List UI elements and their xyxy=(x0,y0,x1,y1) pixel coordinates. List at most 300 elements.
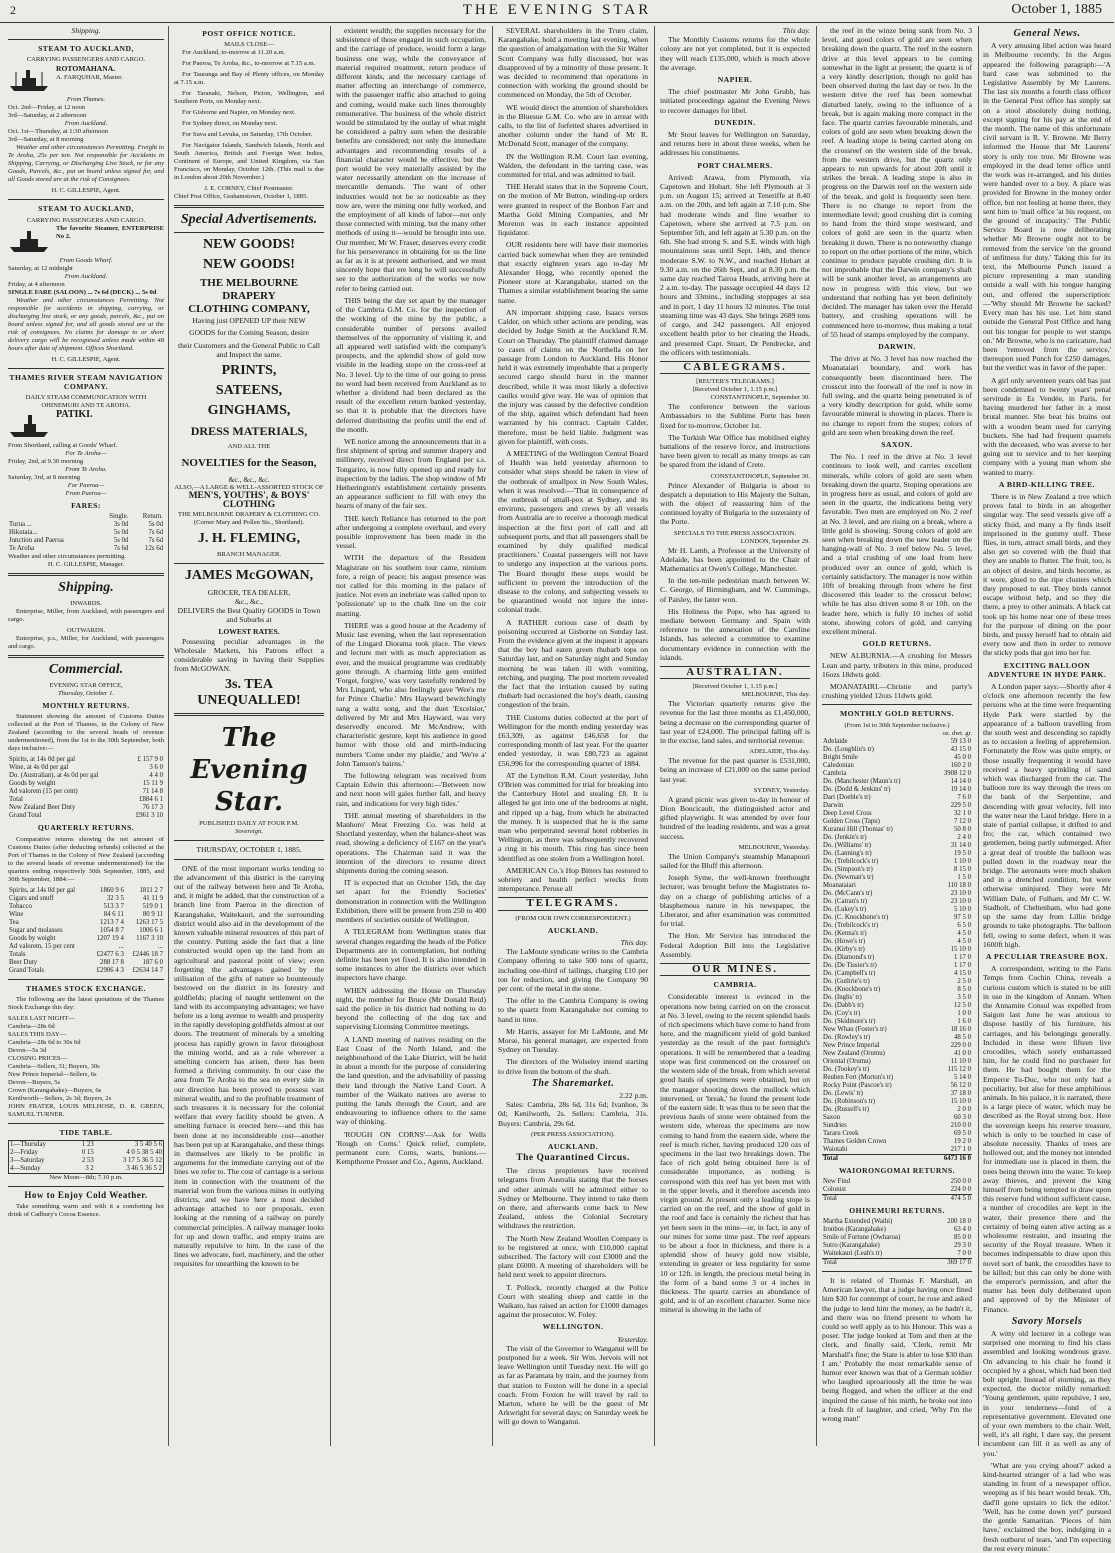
gold-mine-name: Deep Level Cross xyxy=(823,809,872,817)
table-row xyxy=(822,1146,972,1154)
quarterly-returns-table xyxy=(8,887,164,975)
gold-yield: 217 1 0 xyxy=(950,1145,971,1153)
table-row xyxy=(822,1130,972,1138)
ship1-line: Oct. 1st—Thursday, at 1:30 afternoon xyxy=(8,128,108,136)
gold-mine-name: Do. (Rowley's tr) xyxy=(823,1033,871,1041)
customs-text: The Monthly Customs returns for the whole colony are not yet completed, but it is expected they will reach £135,000, which is much above the average. xyxy=(660,35,810,72)
table-row xyxy=(822,906,972,914)
gold-mine-name: Do. (Newman's tr) xyxy=(823,873,874,881)
outwards-text: Enterprise, p.s., Miller, for Auckland, with passengers and cargo. xyxy=(8,635,164,651)
sharemarket-text: Sales: Cambria, 28s 6d, 31s 6d; Ivanhoe, 3s 0d; Kenilworth, 2s. Sellers: Cambria, 31s. Buyers: Cambria, 29s 6d. xyxy=(498,1100,648,1128)
motto: Sovereign. xyxy=(235,828,263,836)
ohinemuri-heading: OHINEMURI RETURNS. xyxy=(849,1205,945,1215)
commercial-heading: Commercial. xyxy=(48,662,124,678)
table-row: 1—Thursday 1 23 3 5 40 5 6 xyxy=(10,1141,162,1149)
table-row: Hikutaia... 5s 0d 7s 6d xyxy=(9,529,163,537)
anecdote-text: It is related of Thomas F. Marshall, an American lawyer, that a judge having once fined him $30 for contempt of court, he rose and asked the judge to lend him the money, as he hadn't it, and there was no friend present to whom he could so well apply as to his Honour. This was a poser. The judge looked at Tom and then at the clerk, and finally said, 'Clerk, remit Mr Marshall's fine; the State is abler to lose $30 than I am.' Probably the most remarkable sense of humor ever known was that of a German soldier who laughed uproariously all the time he was being flogged, and when the officer at the end inquired the cause of his mirth, he broke out into a fresh fit of laughter, and cried, 'Why I'm the wrong man!' xyxy=(822,1276,972,1424)
monthly-returns-table xyxy=(8,756,164,820)
table-row xyxy=(822,946,972,954)
delivers: DELIVERS the Best Quality GOODS in Town and Suburbs at xyxy=(177,606,321,625)
gold-mine-name: Do. (Lewis' tr) xyxy=(823,1089,863,1097)
gold-yield: 1 0 0 xyxy=(957,1009,971,1017)
news-text: There is in New Zealand a tree which proves fatal to birds in an altogether singular way. The seed vessels give off a sticky fluid, and many a fly finds itself imprisoned in the gummy stuff. These flies, in turn, attract small birds, and they also get so covered with the fluid that they are unable to flutter. The fruit, too, is an object of desire, and birds become, as it were, glued to the ripe clusters which they proposed to eat. They birds cannot escape without help, and so they die there, a prey to other animals. A black cat took up his home near one of these trees for the purpose of dining on the poor birds, and pussy herself had to obtain aid every now and then in order to remove the sticky pods that got into her fur. xyxy=(983,491,1111,658)
table-row: Beer Duty 288 17 8 187 6 0 xyxy=(9,958,163,966)
article-paragraph: THERE was a good house at the Academy of Music last evening, when the last representation of the Lingard Diorama took place. The views and lecture met with as much appreciation as ever, and the musical programme was creditably gone through. A charming little gem entitled 'Forget, forgive,' was very tastefully rendered by Mrs Lingard, who also feelingly gave 'Wee's me for Prince Charlie.' Mrs Hayward bewitchingly sang a waltz song, and the duet 'Excelsior,' delivered by Mr and Mrs Hayward, was very deservedly encored. Mr McAndrew, with characteristic gesture, kept his audience in good humor with those old and mirth-inducing numbers 'Come under my plaidie,' and 'We're a' John Tamson's bairns.' xyxy=(336,620,486,768)
lowest-rates: LOWEST RATES. xyxy=(218,627,280,637)
gold-yield: 2 5 0 xyxy=(957,977,971,985)
article-paragraph: SEVERAL shareholders in the Truro claim, Karangahake, hold a meeting last evening, when the question of amalgamation with the Sir Walter Scott Company was fully discussed, but was disapproved of by a minority of those present. It was decided to recommend that operations in connection with working the ground should be commenced on Monday, the 5th of October. xyxy=(498,26,648,100)
gold-mine-name: Cambria xyxy=(823,769,847,777)
exchange-sign: JOHN FRATER, LOUIS MELHOSE, D. R. GREEN, SAMUEL TURNER. xyxy=(8,1102,164,1118)
quarterly-returns-text: Comparative returns showing the net amount of Customs Duties (after deducting refunds) collected at the Port of Thames in the Colony of New Zealand (according to the several heads of revenue undermentioned) for the quarters ending respectively 30th September, 1885, and 30th September, 1884:— xyxy=(8,835,164,883)
table-row xyxy=(822,802,972,810)
table-row xyxy=(822,842,972,850)
table-row xyxy=(822,762,972,770)
ship2-note: Weather and other circumstances Permitting. Not responsible for accidents in shipping, carrying, or discharging live stock, or any goods, parcels, &c., put on board unless signed for, and all goods stored are at the risk of consignees. No claims for damage to or short delivery cargo will be recognised unless made within 48 hours after date of shipment. Offices Shortland. xyxy=(8,296,164,352)
fares-heading: FARES: xyxy=(71,501,101,511)
table-row: New Find 250 0 0 xyxy=(823,1177,971,1185)
table-row: Tobacco 513 3 7 519 0 1 xyxy=(9,902,163,910)
table-row xyxy=(822,858,972,866)
divider xyxy=(174,840,324,841)
napier-text: The chief postmaster Mr John Grubb, has initiated proceedings against the Evening News to recover damages for libel. xyxy=(660,87,810,115)
port-chalmers-heading: PORT CHALMERS. xyxy=(697,160,773,170)
ship2-fares: SINGLE FARE (SALOON) ... 7s 6d (DECK) ... 5s 0d xyxy=(8,288,157,296)
shipping-heading: Shipping. xyxy=(71,26,101,35)
leader-article: ONE of the most important works tending to the advancement of this district is the carrying out of the railway between here and Te Aroha, and, it might be added, that the construction of a branch line from Paeroa in the direction of Karangahake, Waitekauri, and the surrounding district would also aid in the development of the known valuable mineral resources of this part of the country. Putting aside the fact that a line constructed would open up the land from an agricultural and pastoral point of view; even forgetting the advantages gained by the utilisation of the gifts of nature so bounteously bestowed on the district in its forestry and goldfields; placing of naught settlement on the land with its accompanying advantages; we have before us a long avenue to wealth and prosperity in the rapidly developing goldfields almost at our doors. The treatment of minerals by a smelting process has rapidly grown in favor throughout the mining world, and as a rule wherever a smelting concern has arisen, there has been formed a thriving community. In our case the area from Te Aroha to the sea on every side in our direction has been proved to possess vast mineral wealth, and to the profitable treatment of such treasures it is necessary for the colonial welfare that every facility should be given. A smelting furnace is erected here—and this has been done at no inconsiderable cost—another has been put up at Karangahake, and these things in themselves are likely to be prolific in arguments for the immediate carrying out of the lines we refer to. The cost of carriage is a serious item in connection with the treatment of the material won from the various mines in outlying districts, and we have here a most decided advantage attached to our proposals, even looking at the running of a railway on purely commercial principles. A railway manager looks for up and down traffic, and empty trains are naturally repulsive to him. In the case of the lines we advocate, fuel, machinery, and the other requisites for unearthing the known to be xyxy=(174,863,324,1269)
ship1-from: From Thames. xyxy=(66,96,106,104)
table-row xyxy=(822,970,972,978)
new-goods-1: NEW GOODS! xyxy=(203,237,295,253)
steamship-icon xyxy=(8,412,52,440)
table-row xyxy=(822,1002,972,1010)
table-row xyxy=(822,882,972,890)
table-row xyxy=(822,1034,972,1042)
post-office-sub: MAILS CLOSE— xyxy=(224,41,274,49)
cambria-heading: CAMBRIA. xyxy=(713,980,757,990)
monthly-returns-heading: MONTHLY RETURNS. xyxy=(42,701,130,711)
post-line: For Gisborne and Napier, on Monday next. xyxy=(182,109,296,117)
gold-mine-name: Do. (Tookey's tr) xyxy=(823,1065,870,1073)
table-row xyxy=(822,1010,972,1018)
article-paragraph: A LAND meeting of natives residing on the East Coast of the North Island, and the neighbourhood of the Lake District, will be held in about a month for the purpose of considering the land question, and the advisability of passing their land through the Native Land Court. A number of the Waikato natives are averse to putting the lands through the Court, and are endeavouring to influence others to the same way of thinking. xyxy=(336,1034,486,1127)
adel-date: ADELAIDE, This day. xyxy=(749,748,810,756)
exchange-line: Kenilworth—Sellers, 2s 3d; Buyers, 2s xyxy=(8,1094,112,1102)
gold-mine-name: Do. (Simpson's tr) xyxy=(823,865,873,873)
column-6 xyxy=(816,26,977,1446)
article-paragraph: IT is expected that on October 15th, the day set apart for the Friendly Societies' demonstration in connection with the Wellington Exhibition, there will be present from 250 to 400 members of societies outside of Wellington. xyxy=(336,878,486,925)
cocoa-ad-text: Take something warm and with it a comforting hot drink of Cadbury's Cocoa Essence. xyxy=(8,1203,164,1219)
etc: &c., &c., &c. xyxy=(228,475,270,485)
gold-yield: 1 17 0 xyxy=(954,953,971,961)
table-row xyxy=(822,954,972,962)
ship3-line: From Paeroa— xyxy=(65,490,107,498)
divider xyxy=(174,859,324,860)
fares-note: Weather and other circumstances permitting. xyxy=(8,553,126,561)
paper-title: The Evening Star. xyxy=(190,723,308,818)
tea-unequalled: 3s. TEA UNEQUALLED! xyxy=(197,677,301,709)
melb2-date: MELBOURNE, Yesterday. xyxy=(738,843,810,851)
table-row: Total 474 5 0 xyxy=(823,1194,971,1202)
table-row xyxy=(822,890,972,898)
gold-mine-name: New Whau (Foster's tr) xyxy=(823,1025,887,1033)
table-row: Colonist 224 0 0 xyxy=(823,1185,971,1193)
divider xyxy=(8,368,164,369)
and-all-the: AND ALL THE xyxy=(227,443,271,451)
news-text: A correspondent, writing to the Paris Temps from Cochin China, reveals a curious custom which is stated to be still in use in the kingdom of Annam. When the Annamite Consul was expelled from Saigon last June he was anxious to dispose hastily of his furniture, his carriages, and his belongings generally. Included in these were fifteen live crocodiles, which sorely embarrassed him, for he could find no purchaser for them. He had bought them for the Emperor Tu-Duc, who not only had a peculiarity, but also for these amphibious animals. In his palace, it is narrated, there is a large piece of water, which may be described as the Royal strong box. Here the sovereign keeps his reserve treasure, which is only to be touched in case of absolute necessity. Thanks of trees are hollowed out, and the money not intended for immediate use is placed in them, the trees being thrown into the water. To keep away thieves, and prevent the king himself from being tempted to draw upon this reserve fund without sufficient cause, a number of crocodiles are kept in the water, their presence there and the certainty of being eaten alive acting as a wholesome restraint, and insuring the security of the Royal treasure. When it becomes indispensable to draw upon this novel sort of bank, the crocodiles have to be killed; but this can only be done with the emperor's permission, and after the matter has been duly deliberated upon and approved of by the Minister of Finance. xyxy=(983,964,1112,1314)
table-row xyxy=(822,826,972,834)
gold-mine-name: Do. (McCann's tr) xyxy=(823,889,873,897)
table-row xyxy=(822,922,972,930)
gold-mine-name: Do. (Loughlin's tr) xyxy=(823,745,874,753)
steamer-ad xyxy=(8,64,164,96)
exchange-line: Cambria—Sellers, 31; Buyers, 30s xyxy=(8,1062,100,1070)
gold-mine-name: Rocky Point (Pascoe's tr) xyxy=(823,1081,892,1089)
gold-mine-name: Caledonian xyxy=(823,761,854,769)
gold-yield: 8 5 0 xyxy=(957,985,971,993)
gold-yield: 5 10 0 xyxy=(954,905,971,913)
table-row xyxy=(822,794,972,802)
gold-yield: 41 0 0 xyxy=(954,1049,971,1057)
ship3-line: From Te Aroha. xyxy=(65,466,107,474)
port-text: Arrived: Arawa, from Plymouth, via Capetown and Hobart. She left Plymouth at 3 p.m. on August 15; arrived at Teneriffe at 8.40 a.m. on the 20th, and left again at 7.10 p.m. She had moderate winds and fine weather to Capetown, where she arrived at 7.5 p.m. on September 5th, and left again at 5.30 p.m. on the 6th. She had strong S. and S.E. winds with high mountainous seas until Sept. 14th, and thence moderate S.W. to N.W., and reached Hobart at 9.30 a.m. on the 26th Sept, and at 8.30 p.m. the same day reached Tairoa Heads, arriving here at 2 a.m. to-day. The passage occupied 44 days 12 hours and 33mins., including stoppages at sea and in port, 1 day 11 hours 32 minutes. The total steaming time was 43 days. She brings 2689 tons of cargo, and 242 passengers. All enjoyed excellent health prior to her clearing the Heads, and presented Capt. Stuart, Dr Pendrecke, and the officers with testimonials. xyxy=(660,172,810,357)
table-row: Sugar and molasses 1054 8 7 1006 6 1 xyxy=(9,926,163,934)
gold-yield: 4 15 0 xyxy=(954,969,971,977)
gold-yield: 210 0 0 xyxy=(950,1121,971,1129)
const-date: CONSTANTINOPLE, September 30. xyxy=(710,472,810,480)
table-row xyxy=(822,930,972,938)
steamship-icon xyxy=(8,66,52,94)
gold-yield: 31 14 0 xyxy=(950,841,971,849)
gold-yield: 32 1 0 xyxy=(954,809,971,817)
sharemarket-time: 2.22 p.m. xyxy=(619,1090,648,1100)
savory-heading: Savory Morsels xyxy=(1011,1315,1083,1327)
dress-materials: DRESS MATERIALS, xyxy=(190,424,308,439)
gold-mine-name: Do. (Campbell's tr) xyxy=(823,969,876,977)
article-paragraph: THIS being the day set apart by the manager of the Cambria G.M. Co. for the inspection of the working of the mine by the public, a considerable number of persons availed themselves of the opportunity of visiting it, and all appeared well satisfied with the company's prospects, and the splendid show of gold now visible in the leading stope on the cross-reef at No. 3 level. Up to the time of our going to press no word had been received from Auckland as to whether a dividend had been declared as the result of the excellent return banked yesterday, so that it is probable that the directors have deferred distributing the profits until the end of the month. xyxy=(336,295,486,434)
mines-text: the reef in the winze being sunk from No. 3 level, and good colors of gold are seen when breaking down the quartz. The reef in the eastern drive at this level appears to be coming somewhat in the light at present; the quartz is of a very kindly description, though no gold has been observed during the last day or two. In the western drive the reef has been somewhat disturbed lately, owing to the influence of a break, but is again making more compact in the face. The quartz carries favourable minerals, and colors of gold are seen when breaking down the reef. A leading stope is being carried along on the crossreef on the western side of the break, from the western drive, but the quartz only appears to run upwards for about 20ft until it strikes the break. A leading stope is also in progress on the Darwin reef on the western side of the break, and gold is frequently seen here. There is no change to report from the intermediate level; good crushing dirt is coming to hand from the third stope westward, and colors of gold are seen in the quartz when breaking it down. There is no noteworthy change to report on the other portions of the mine, which continue to produce payable crushing dirt. It is not improbable that the Darwin company's shaft will be sunk another level, as arrangements are now in progress with this view, but we understand that nothing has yet been definitely decided. The manager has taken over the Herald battery, and crushing operations will be commenced here to-morrow, thus making a total of 55 head of stamps employed by the company. xyxy=(822,26,972,339)
gold-yield: 50 8 0 xyxy=(954,825,971,833)
ship2-agent: H. C. GILLESPIE, Agent. xyxy=(51,355,121,363)
this-day: This day. xyxy=(782,26,810,35)
gold-yield: 18 16 0 xyxy=(950,1025,971,1033)
gold-yield: 60 3 0 xyxy=(954,1113,971,1121)
gold-mine-name: Do. (Inglis' tr) xyxy=(823,993,862,1001)
published: PUBLISHED DAILY AT FOUR P.M. xyxy=(199,820,299,828)
gold-yield: 43 15 0 xyxy=(950,745,971,753)
table-row: Junction and Paeroa 5s 0d 7s 6d xyxy=(9,537,163,545)
gold-yield: 14 14 0 xyxy=(950,777,971,785)
table-row: Tea 1213 7 4 1263 17 5 xyxy=(9,918,163,926)
gold-yield: 3 5 0 xyxy=(957,993,971,1001)
gold-mine-name: Do. (Skidmore's tr) xyxy=(823,1017,876,1025)
saxon-text: The No. 1 reef in the drive at No. 3 level continues to look well, and carries excellent minerals, while colors of gold are seen when breaking down the quartz. Stoping operations are in progress here as usual, and colors of gold are seen in the quartz, the indications being very favorable. Two men are employed on No. 2 reef at No. 3 level, and are rising on a break, where a little gold is showing. Strong colors of gold are seen when breaking down the new leader on the hanging-wall of No. 3 reef below No. 5 level, and a trial crushing of one load from here produced over an ounce of gold, which is certainly satisfactory. The manager is now within 10ft of breaking through from where he first discovered this leader to the crosscut below; while he has also driven some 8 or 10ft. on the leader here, which is fully 10 inches of solid stone, showing colors of gold, and carrying excellent mineral. xyxy=(822,452,972,636)
gold-yield: 110 18 0 xyxy=(947,881,971,889)
cable-text: The Hon. Mr Service has introduced the Federal Adoption Bill into the Legislative Assembly. xyxy=(660,931,810,959)
gold-mine-name: Bright Smile xyxy=(823,753,858,761)
possessing: Possessing peculiar advantages in the Wholesale Markets, his Patrons effect a considerable saving in having their Supplies from McGOWAN. xyxy=(174,636,324,674)
gold-yield: 7 6 0 xyxy=(957,793,971,801)
post-line: For Paeroa, Te Aroha, &c., to-morrow at 7.15 a.m. xyxy=(182,60,316,68)
telegram-paragraph: The offer to the Cambria Company is owing to the quartz from Karangahake not coming to hand in time. xyxy=(498,996,648,1024)
monthly-returns-text: Statement showing the amount of Customs Duties collected at the Port of Thames, in the Colony of New Zealand (according to the several heads of revenue undermentioned), from the 1st to the 30th September, both days inclusive:— xyxy=(8,713,164,753)
post-line: For Sydney direct, on Monday next. xyxy=(182,120,278,128)
exchange-line: SALES THIS DAY— xyxy=(8,1030,67,1038)
table-row xyxy=(822,754,972,762)
steamship-icon xyxy=(8,227,52,255)
news-text: 'What are you crying about?' asked a kind-hearted stranger of a lad who was standing in front of a newspaper office, weeping as if his heart would break. 'Oh, dad'll gone upstairs to lick the editor.' 'Well, has he come down yet?' pursued the gentle Samaritan. 'Pieces of him have,' exclaimed the boy, indulging in a fresh outburst of tears, 'and I'm expecting the rest every minute.' xyxy=(983,1460,1111,1553)
bird-tree-heading: A BIRD-KILLING TREE. xyxy=(998,479,1096,489)
article-paragraph: THE ketch Reliance has returned to the port after undergoing a complete overhaul, and every possible improvement has been made in the vessel. xyxy=(336,513,486,551)
ohinemuri-table xyxy=(822,1218,972,1267)
yesterday: Yesterday. xyxy=(617,1334,648,1344)
table-row xyxy=(822,914,972,922)
thames-title: THAMES RIVER STEAM NAVIGATION COMPANY. xyxy=(9,372,163,391)
gold-returns-heading: GOLD RETURNS. xyxy=(862,639,932,649)
gold-yield: 19 14 0 xyxy=(950,785,971,793)
thames-sub: DAILY STEAM COMMUNICATION WITH OHINEMURI AND TE AROHA. xyxy=(25,394,147,410)
melbourne-open: Having just OPENED UP their NEW xyxy=(192,316,306,326)
fleming: J. H. FLEMING, xyxy=(197,530,301,546)
ship2-line: Friday, at 4 afternoon xyxy=(8,280,65,288)
table-row: Spirits, at 14s 0d per gal 1860 9 6 1811 2 7 xyxy=(9,886,163,894)
special-ads-heading: Special Advertisements. xyxy=(180,212,318,228)
auckland-steam-sub: CARRYING PASSENGERS AND CARGO. xyxy=(26,56,146,64)
article-paragraph: THE annual meeting of shareholders in the Manhoro' Meat Freezing Co. was held at Shortland yesterday, when the balance-sheet was read, showing a deficiency of £167 on the year's operations. The Chairman said it was the intention of the directors to resume direct shipments during the coming season. xyxy=(336,810,486,876)
ship3-line: Friday, 2nd, at 9.30 morning xyxy=(8,458,84,466)
divider xyxy=(174,232,324,233)
ship1-line: Oct. 2nd—Friday, at 12 noon xyxy=(8,104,86,112)
page-number: 2 xyxy=(10,3,16,17)
table-row: New Zealand Beer Duty 76 17 3 xyxy=(9,804,163,812)
table-row: Ironbos (Karangahake) 63 4 0 xyxy=(823,1226,971,1234)
fares-table xyxy=(8,513,164,553)
gold-mine-name: Do. (Lanning's tr) xyxy=(823,849,872,857)
column-2 xyxy=(168,26,329,1446)
gold-yield: 4 5 0 xyxy=(957,937,971,945)
telegram-paragraph: The directors of the Wolseley intend starting to drive from the bottom of the shaft. xyxy=(498,1057,648,1076)
exchange-line: Devon—5s 3d xyxy=(8,1046,47,1054)
table-row xyxy=(822,1106,972,1114)
table-row xyxy=(822,898,972,906)
auckland-steam-title: STEAM TO AUCKLAND, xyxy=(38,44,134,54)
mcgowan: JAMES McGOWAN, xyxy=(184,567,314,583)
melbourne-goods: GOODS for the Coming Season, desire xyxy=(189,328,309,338)
table-row xyxy=(822,834,972,842)
cable-text: Mr H. Lamb, a Professor at the University of Adelaide, has been appointed to the Chair of Mathematics at Owen's College, Manchester. xyxy=(660,545,810,573)
article-paragraph: AN important shipping case, Isaacs versus Calder, on which other actions are pending, was decided by Judge Smith at the Auckland R.M. Court on Thursday. The plaintiff claimed damage to cases of claims on the Northella on her passage from London to Auckland. His Honor held it was extremely improbable that a properly secured cargo should burst in the manner described, while it was most likely a defective caulks would give way. He was of opinion that the injury was caused by the defective condition of the ship, against which defendant had been warranted by his contract. Captain Calder, therefore, must be held liable. Judgment was given for plaintiff, with costs. xyxy=(498,307,648,446)
article-paragraph: A TELEGRAM from Wellington states that several changes regarding the heads of the Police Departments are in contemplation, but nothing definite has been yet fixed. It is also intended in some instances to alter the districts over which inspectors have charge. xyxy=(336,927,486,983)
ship2-text: The favorite Steamer, ENTERPRISE No 2. xyxy=(56,224,164,240)
telegrams-heading: TELEGRAMS. xyxy=(498,897,648,910)
table-row: Sutro (Karangahake) 29 3 0 xyxy=(823,1242,971,1250)
gold-mine-name: Dart (Doeble's tr) xyxy=(823,793,871,801)
table-row xyxy=(822,1058,972,1066)
wellington-heading: WELLINGTON. xyxy=(542,1322,604,1332)
darwin-text: The drive at No. 3 level has now reached the Moanataiari boundary, and work has consequently been discontinued here. The crosscut into the footwall of the reef is now in full swing, and the quartz being penetrated is of a very kindly description for gold, while some favourable mineral is showing in places. There is no change to report from the stopes; colors of gold are seen when breaking down the reef. xyxy=(822,354,972,437)
post-office: Chief Post Office, Grahamstown, October 1, 1885. xyxy=(174,193,308,201)
table-row: Wine, at 4s 0d per gal 3 6 0 xyxy=(9,764,163,772)
general-news-heading: General News. xyxy=(1013,28,1081,39)
cable-text: The conference between the various Ambassadors to the Sublime Porte has been fixed for to-morrow, October 1st. xyxy=(660,402,810,430)
table-row: Total 369 17 0 xyxy=(823,1259,971,1267)
gold-mine-name: Darwin xyxy=(823,801,844,809)
ship3-line: From Shortland, calling at Goods' Wharf. xyxy=(8,442,118,450)
novelties: NOVELTIES for the Season, xyxy=(181,457,317,470)
ginghams: GINGHAMS, xyxy=(207,403,291,419)
news-text: A witty old lecturer in a college was surprised one morning to find his class assembled and looking wondrous grave. On advancing to his chair he found it occupied by a ghost, which had been tied bolt upright. Instead of storming, as they expected, the doctor mildly remarked: 'Young gentlemen, quite repulsive, I see, in your tenderness—fond of a representative government. Elevated one of your own members to the chair. Well, well, it's all right, I dare say, the present incumbent can fill it as well as any of you.' xyxy=(983,1329,1111,1458)
gold-mine-name: Do. (C. Knockbone's tr) xyxy=(823,913,889,921)
table-row xyxy=(822,738,972,746)
table-row: 3—Saturday 2 53 3 17 5 36 5 12 xyxy=(10,1157,162,1165)
auckland2-title: STEAM TO AUCKLAND, xyxy=(38,204,134,214)
office-date: Thursday, October 1. xyxy=(57,690,115,698)
ship3-name: PATIKI. xyxy=(56,409,93,421)
table-row: Grand Totals £2906 4 3 £2634 14 7 xyxy=(9,966,163,974)
masthead-date: October 1, 1885 xyxy=(1011,2,1102,17)
melb-date: MELBOURNE, This day. xyxy=(741,691,810,699)
article-paragraph: WE notice among the announcements that in a first shipment of spring and summer drapery and millinery, received direct from England per s.s. Tongariro, is now fully opened up and ready for inspection by the ladies. The shop window of Mr Hetherington's establishment certainly presents an appearance sufficient to fill with envy the hearts of many of the fair sex. xyxy=(336,436,486,511)
gold-yield: 69 5 0 xyxy=(954,1129,971,1137)
gold-mine-name: Do. (Manchester (Mann's tr) xyxy=(823,777,901,785)
table-row: Te Aroha 7s 6d 12s 6d xyxy=(9,545,163,553)
gold-mine-name: Adelaide xyxy=(823,737,848,745)
cable-text: The Turkish War Office has mobilised eighty battalions of the reserve force, and instructions have been given to recall as many troops as can be spared from the island of Crete. xyxy=(660,432,810,470)
ship1-line: From Auckland. xyxy=(64,120,108,128)
ship1-name: ROTOMAHANA. xyxy=(56,64,116,74)
gold-mine-name: Do. (Robinson's tr) xyxy=(823,1097,876,1105)
table-row xyxy=(822,866,972,874)
branch-manager: BRANCH MANAGER. xyxy=(216,550,282,558)
gold-yield: 5 14 0 xyxy=(954,1073,971,1081)
treasure-heading: A PECULIAR TREASURE BOX. xyxy=(986,951,1108,961)
table-row: Ad valorem (15 per cent) 71 14 8 xyxy=(9,788,163,796)
gold-mine-name: Do. (Williams' tr) xyxy=(823,841,871,849)
gold-mine-name: Waiotahi xyxy=(823,1145,848,1153)
gold-mine-name: Reuben Fort (Morton's tr) xyxy=(823,1073,894,1081)
gold-yield: 12 5 0 xyxy=(954,1001,971,1009)
gold-mine-name: Do. (Trebilcock's tr) xyxy=(823,857,879,865)
waiorongomai-table xyxy=(822,1178,972,1203)
table-row: Goods by weight 1207 19 4 1167 3 10 xyxy=(9,934,163,942)
table-row: Waitekauri (Leah's tr) 7 0 0 xyxy=(823,1250,971,1258)
gold-mine-name: Do. (Dodd & Jenkins' tr) xyxy=(823,785,891,793)
ship1-master: A. FARQUHAR, Master. xyxy=(56,73,123,81)
table-row xyxy=(822,818,972,826)
gold-mine-name: Moanataiari xyxy=(823,881,856,889)
cable-text: Joseph Syme, the well-known freethought lecturer, was brought before the Magistrates to-day on a charge of publishing articles of a blasphemous nature in his newspaper, the Liberator, and after examination was committed for trial. xyxy=(660,873,810,929)
gold-yield: 15 10 0 xyxy=(950,1097,971,1105)
gold-mine-name: Do. (Kirby's tr) xyxy=(823,945,865,953)
inwards-heading: INWARDS. xyxy=(70,600,102,608)
divider xyxy=(8,1123,164,1124)
cocoa-ad-heading: How to Enjoy Cold Weather. xyxy=(24,1190,148,1201)
monthly-gold-sub: (From 1st to 30th September inclusive.) xyxy=(844,721,950,729)
table-row xyxy=(822,1042,972,1050)
gold-mine-name: Do. (Diamond's tr) xyxy=(823,953,875,961)
telegram-paragraph: Mr Harris, assayer for Mr LaMoute, and Mr Morse, his general manager, are expected from Sydney on Tuesday. xyxy=(498,1026,648,1055)
exchange-line: Cambria—28s 6d xyxy=(8,1022,55,1030)
grocer: GROCER, TEA DEALER, xyxy=(207,587,291,597)
gold-total xyxy=(822,1154,972,1163)
table-row xyxy=(822,1026,972,1034)
mens-clothing: MEN'S, YOUTHS', & BOYS' CLOTHING xyxy=(188,491,310,511)
melbourne-clothing-title: CLOTHING COMPANY, xyxy=(188,303,310,316)
gold-yield: 2 0 0 xyxy=(957,1105,971,1113)
table-row: Goods by weight 15 11 9 xyxy=(9,780,163,788)
table-row xyxy=(822,962,972,970)
gold-yield: 97 5 0 xyxy=(954,913,971,921)
article-paragraph: AMERICAN Co.'s Hop Bitters has restored to sobriety and health perfect wrecks from intemperance. Peruse all xyxy=(498,865,648,894)
table-row xyxy=(822,1082,972,1090)
gold-yield: 8 15 0 xyxy=(954,865,971,873)
napier-heading: NAPIER. xyxy=(717,75,753,85)
table-row: Cigars and snuff 32 3 5 41 11 9 xyxy=(9,894,163,902)
ship1-note: Weather and other circumstances Permitting. Freight to Te Aroha, 25s per ton. Not responsible for Accidents in Shipping, Carrying, or Discharging Live Stock, or for any Goods, Parcels, &c., put on board unless signed for, and all Goods stored are at the risk of Consignees. xyxy=(8,144,164,184)
quarterly-returns-heading: QUARTERLY RETURNS. xyxy=(37,823,135,833)
table-row: Spirits, at 14s 0d per gal £ 157 9 0 xyxy=(9,756,163,764)
ship3-line: For Te Aroha— xyxy=(65,450,107,458)
article-paragraph: OUR residents here will have their memories carried back somewhat when they are reminded that exactly eighteen years ago to-day Mr Alexander Hogg, who recently opened the Pioneer store at Karangahake, started on the Thames a similar establishment bearing the same name. xyxy=(498,240,648,305)
article-paragraph: THE Customs duties collected at the port of Wellington for the month ending yesterday was £63,309, as against £46,658 for the corresponding month of last year. For the quarter ended yesterday, it was £80,723 as against £56,996 for the corresponding quarter of 1884. xyxy=(498,712,648,768)
gold-yield: 4 5 0 xyxy=(957,929,971,937)
table-row xyxy=(822,1074,972,1082)
gold-mine-name: Do. (Guthrie's tr) xyxy=(823,977,870,985)
divider xyxy=(174,713,324,716)
specials-heading: SPECIALS TO THE PRESS ASSOCIATION. xyxy=(673,529,797,537)
post-sign: J. E. CORNEY, Chief Postmaster. xyxy=(204,185,294,193)
table-row: 2—Friday 0 15 4 0 5 38 5 40 xyxy=(10,1149,162,1157)
this-day: This day. xyxy=(620,937,648,947)
table-row xyxy=(822,994,972,1002)
waiorongomai-heading: WAIORONGOMAI RETURNS. xyxy=(839,1165,955,1175)
circus-text: The circus proprietors have received telegrams from Australia stating that the horses and other animals will be admitted either to Sydney or Melbourne. They intend to take them on there, and afterwards come back to New Zealand, unless the Colonial Secretary withdraws the restriction. xyxy=(498,1166,648,1231)
office-heading: EVENING STAR OFFICE, xyxy=(49,682,123,690)
divider xyxy=(822,704,972,705)
gold-mine-name: New Prince Imperial xyxy=(823,1041,880,1049)
gold-mine-name: Golden Cross (Tapu) xyxy=(823,817,880,825)
dunedin-text: Mr Stout leaves for Wellington on Saturday, and returns here in about three weeks, when he addresses his constituents. xyxy=(660,130,810,158)
saxon-heading: SAXON. xyxy=(881,439,913,449)
table-row xyxy=(822,1138,972,1146)
gold-mine-name: Thames Golden Crown xyxy=(823,1137,887,1145)
article-paragraph: IN the Wellington R.M. Court last evening, Walden, the defendant in the tarring case, was committed for trial, and was admitted to bail. xyxy=(498,151,648,180)
melbourne-drapery-title: THE MELBOURNE DRAPERY xyxy=(199,277,299,303)
article-paragraph: existent wealth; the supplies necessary for the subsistence of those engaged in such occupation, and the carriage of produce, would form a large business one way, while the conveyance of material required treatment, return produce of different kinds, and the necessary carriage of matter affecting an interchange of commerce, with the passenger traffic also attached to going and coming, would make such lines thoroughly remunerative. The business of the whole district would be stimulated by the outlay of what might be considered a paltry sum when the desirable benefits are considered; not only the immediate advantages and recommending results of a financial character would be effective, but the port would be very materially assisted by the water necessarily attendant on the increase of mercantile demands. The want of other industries would not be so noticeable as they now are, were the mining one fully worked, and the employment of all kinds of labor—not only those connected with mining, but the many other methods of using it—would be brought into use. Our member, Mr W. Fraser, deserves every credit for his perseverance in obtaining for us the line as far as it is at present authorised, and we must sincerely hope that ere long he will successfully see to the authorization of the works we now refer to being carried out. xyxy=(336,26,486,293)
table-row: Grand Total £961 3 10 xyxy=(9,812,163,820)
table-row xyxy=(822,1066,972,1074)
ship2-line: From Goods Wharf. xyxy=(59,256,113,264)
table-row: Martha Extended (Waihi) 200 18 0 xyxy=(823,1218,971,1226)
post-line: For Suva and Levuka, on Saturday, 17th October. xyxy=(182,131,313,139)
exchange-line: New Prince Imperial—Sellers, 6s xyxy=(8,1070,97,1078)
divider xyxy=(8,573,164,576)
gold-mine-name: Do. (Lukey's tr) xyxy=(823,905,867,913)
divider xyxy=(8,199,164,200)
gold-yield: 3908 12 0 xyxy=(943,769,971,777)
const-date: CONSTANTINOPLE, September 30. xyxy=(710,394,810,402)
reuters: [REUTER'S TELEGRAMS.] xyxy=(696,378,774,386)
gold-mine-name: Do. (Russell's tr) xyxy=(823,1105,869,1113)
table-row xyxy=(822,770,972,778)
divider xyxy=(822,1271,972,1272)
news-text: A London paper says:—Shortly after 4 o'clock one afternoon recently the few persons who at the time were frequenting Hyde Park were startled by the appearance of a balloon travelling from the south west and descending so rapidly as to occasion a feeling of apprehension. Fortunately the Row was quite empty, or those usually frequenting it would have received a heavy sprinkling of sand which was discharged from the car. The balloon tore its way through the trees on the bank of the Serpentine, and descending with great velocity, fell into the water near the Laud bridge. Here in a state of partial collapse, it drifted to and fro; the car, which contained two gentlemen, being partly submerged. After a great deal of trouble the balloon was pulled down in the roadway near the bridge. The aeronauts were much shaken and in a drenched condition, but were otherwise uninjured. They were Mr William Dale, of Fulham, and Mr C. W. Stadholt, of Cheltenham, who had gone up the same day from Lillie bridge grounds to take photographs. The balloon fell, owing to some defect, when it was 1600ft high. xyxy=(983,682,1111,949)
divider xyxy=(8,979,164,980)
table-row: Wine 84 6 11 80 9 11 xyxy=(9,910,163,918)
company-name: THE MELBOURNE DRAPERY & CLOTHING CO. xyxy=(178,510,320,518)
prints: PRINTS, xyxy=(221,363,277,379)
article-paragraph: The following telegram was received from Captain Edwin this afternoon:—'Between now and next noon will gales further fall, and heavy rain, and indications for very high tides.' xyxy=(336,771,486,808)
